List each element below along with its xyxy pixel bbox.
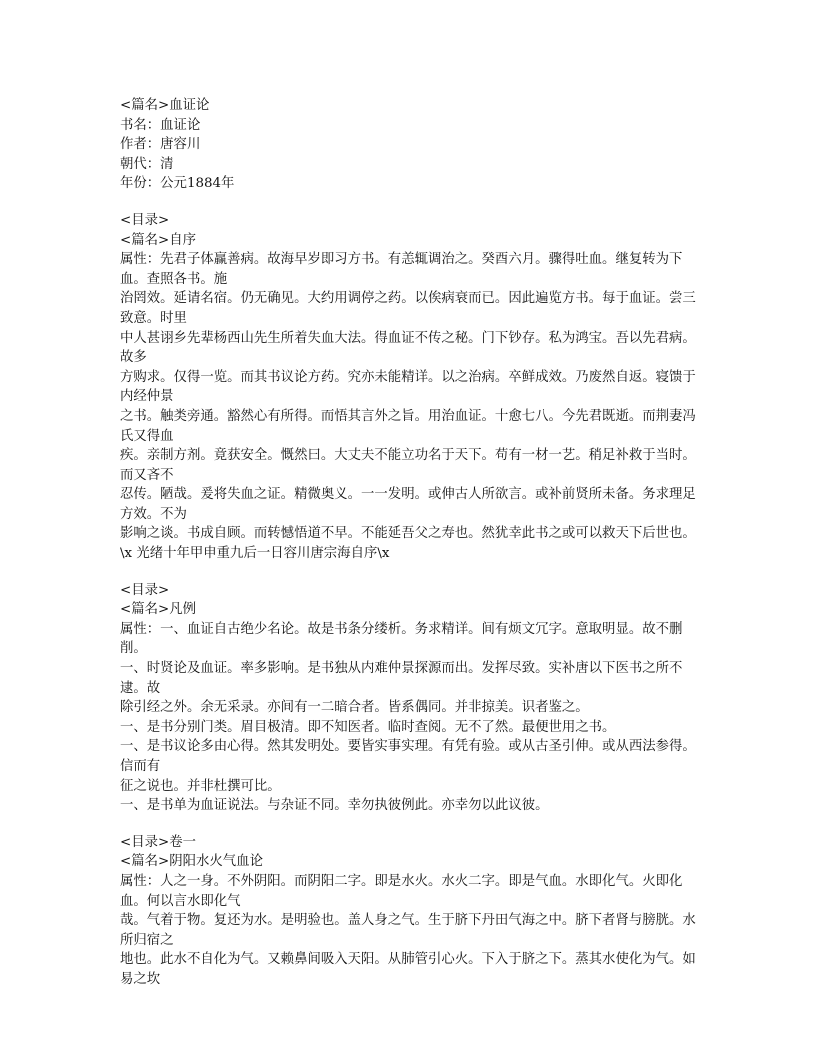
- text-line: 一、时贤论及血证。率多影响。是书独从内难仲景探源而出。发挥尽致。实补唐以下医书之所不逮。故: [120, 661, 683, 696]
- text-line: 忍传。陋哉。爰将失血之证。精微奥义。一一发明。或伸古人所欲言。或补前贤所未备。务求理足方效。不为: [120, 487, 696, 522]
- dynasty: 朝代：清: [120, 156, 174, 172]
- spacer: [120, 564, 698, 581]
- text-line: 属性：人之一身。不外阴阳。而阴阳二字。即是水火。水火二字。即是气血。水即化气。火即化血。何以言水即化气: [120, 873, 683, 909]
- document-page: [120, 96, 698, 990]
- toc-label: <目录>: [120, 582, 170, 598]
- text-line: 哉。气着于物。复还为水。是明验也。盖人身之气。生于脐下丹田气海之中。脐下者肾与膀胱。水所归宿之: [120, 913, 696, 948]
- text-line: 影响之谈。书成自顾。而转憾悟道不早。不能延吾父之寿也。然犹幸此书之或可以救天下后世也。: [120, 526, 696, 542]
- text-line: 征之说也。并非杜撰可比。: [120, 778, 281, 794]
- text-line: 地也。此水不自化为气。又赖鼻间吸入天阳。从肺管引心火。下入于脐之下。蒸其水使化为气。如易之坎: [120, 952, 696, 987]
- text-line: 一、是书单为血证说法。与杂证不同。幸勿执彼例此。亦幸勿以此议彼。: [120, 798, 549, 814]
- section-heading: <篇名>阴阳水火气血论: [120, 854, 263, 870]
- book-name: 书名：血证论: [120, 117, 201, 133]
- text-line: 疾。亲制方剂。竟获安全。慨然曰。大丈夫不能立功名于天下。苟有一材一艺。稍足补救于当时。而又吝不: [120, 448, 696, 483]
- text-line: 一、是书议论多由心得。然其发明处。要皆实事实理。有凭有验。或从古圣引伸。或从西法参得。信而有: [120, 739, 696, 774]
- text-line: 治罔效。延请名宿。仍无确见。大约用调停之药。以俟病衰而已。因此遍览方书。每于血证。尝三致意。时里: [120, 291, 696, 326]
- text-line: 之书。触类旁通。豁然心有所得。而悟其言外之旨。用治血证。十愈七八。今先君既逝。而荆妻冯氏又得血: [120, 408, 696, 444]
- toc-label: <目录>: [120, 212, 170, 228]
- text-line: 除引经之外。余无采录。亦间有一二暗合者。皆系偶同。并非掠美。识者鉴之。: [120, 700, 589, 716]
- text-line: 属性：先君子体赢善病。故海早岁即习方书。有恙辄调治之。癸酉六月。骤得吐血。继复转为下血。查照各书。施: [120, 252, 683, 287]
- spacer: [120, 816, 698, 833]
- spacer: [120, 194, 698, 211]
- text-line: 一、是书分别门类。眉目极清。即不知医者。临时查阅。无不了然。最便世用之书。: [120, 719, 616, 735]
- author: 作者：唐容川: [120, 137, 201, 153]
- toc-label: <目录>卷一: [120, 834, 197, 850]
- year: 年份：公元1884年: [120, 176, 235, 192]
- text-line: 方购求。仅得一览。而其书议论方药。究亦未能精详。以之治病。卒鲜成效。乃废然自返。寝馈于内经仲景: [120, 369, 696, 405]
- title-tag: <篇名>血证论: [120, 98, 210, 113]
- section-heading: <篇名>自序: [120, 232, 197, 248]
- text-line: 中人甚诩乡先辈杨西山先生所着失血大法。得血证不传之秘。门下钞存。私为鸿宝。吾以先君病。故多: [120, 330, 696, 366]
- text-line: 属性：一、血证自古绝少名论。故是书条分缕析。务求精详。间有烦文冗字。意取明显。故不删削。: [120, 621, 683, 657]
- section-heading: <篇名>凡例: [120, 602, 197, 618]
- signature-line: \x 光绪十年甲申重九后一日容川唐宗海自序\x: [120, 546, 390, 562]
